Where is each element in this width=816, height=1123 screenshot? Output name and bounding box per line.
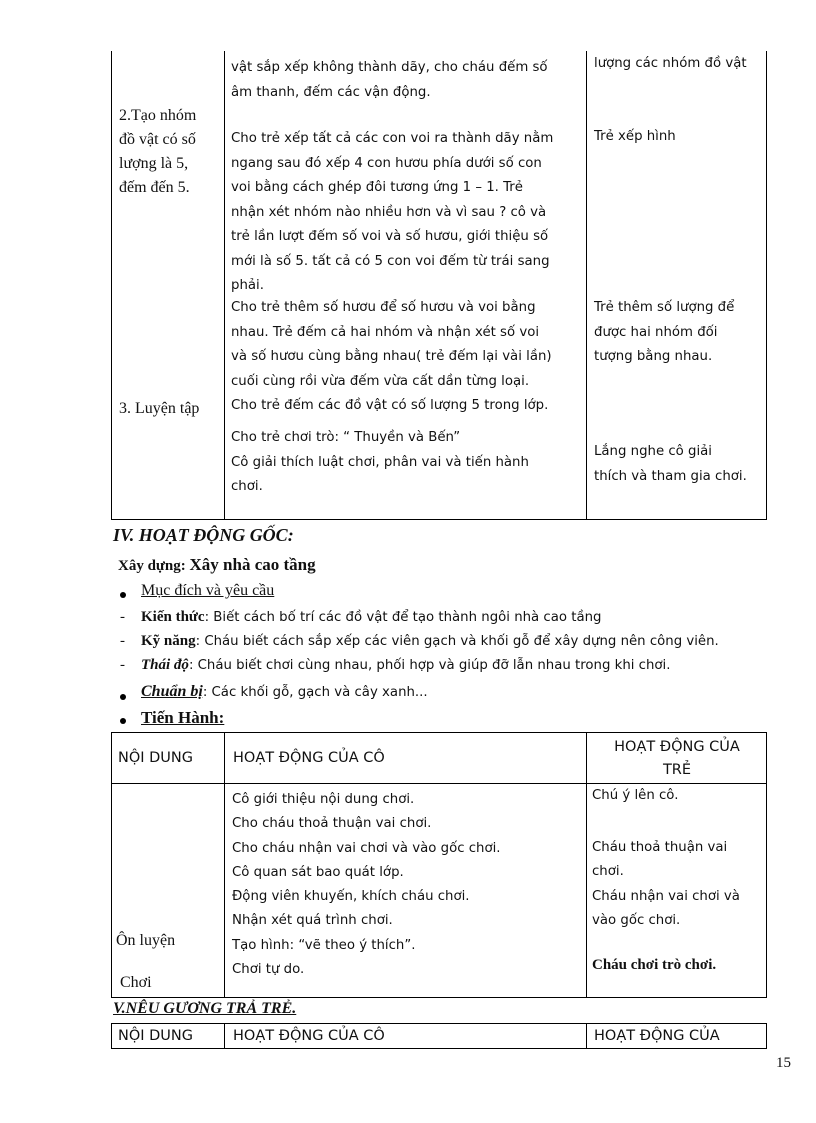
col2-block-1: vật sắp xếp không thành dãy, cho cháu đếm số âm thanh, đếm các vận động. (231, 60, 548, 100)
dash-icon: - (120, 657, 125, 673)
child-activity-1: Chú ý lên cô. (592, 788, 679, 803)
kien-thuc-line: Kiến thức: Biết cách bố trí các đồ vật để tạo thành ngôi nhà cao tầng (141, 609, 602, 625)
row-label-choi: Chơi (120, 974, 152, 991)
ky-nang-line: Kỹ năng: Cháu biết cách sắp xếp các viên gạch và khối gỗ để xây dựng nên công viên. (141, 633, 719, 649)
bullet-icon (120, 592, 126, 598)
col2-block-4: Cho trẻ chơi trò: “ Thuyền và Bến” Cô giải thích luật chơi, phân vai và tiến hành chơi. (231, 430, 529, 494)
col3-block-3: Trẻ thêm số lượng để được hai nhóm đối tượng bằng nhau. (594, 300, 735, 364)
bullet-icon (120, 694, 126, 700)
dash-icon: - (120, 609, 125, 625)
header-noi-dung: NỘI DUNG (118, 1028, 194, 1044)
step-3-title: 3. Luyện tập (119, 400, 200, 417)
header-noi-dung: NỘI DUNG (118, 750, 194, 766)
section-5-title: V.NÊU GƯƠNG TRẢ TRẺ. (113, 1000, 297, 1017)
col2-block-2: Cho trẻ xếp tất cả các con voi ra thành dãy nằm ngang sau đó xếp 4 con hươu phía dưới số con voi bằng cách ghép đôi tương ứng 1 – 1. Trẻ nhận xét nhóm nào nhiều hơn và vì sau ? cô và trẻ lần lượt đếm số voi và số hươu, giới thiệu số mới là số 5. tất cả có 5 con voi đếm từ trái sang phải. (231, 131, 554, 293)
section-4-subtitle: Xây dựng: Xây nhà cao tầng (118, 555, 316, 574)
header-hoat-dong-co: HOẠT ĐỘNG CỦA CÔ (233, 750, 385, 766)
activity-table-1 (111, 51, 767, 520)
col3-block-4: Lắng nghe cô giải thích và tham gia chơi. (594, 444, 747, 484)
header-hoat-dong-tre: HOẠT ĐỘNG CỦA (594, 1028, 720, 1044)
child-activity-2: Cháu thoả thuận vai chơi. (592, 840, 728, 880)
col3-block-1: lượng các nhóm đồ vật (594, 56, 747, 71)
col3-block-2: Trẻ xếp hình (594, 129, 676, 144)
dash-icon: - (120, 633, 125, 649)
activity-table-2 (111, 732, 767, 998)
chuan-bi-line: Chuẩn bị: Các khối gỗ, gạch và cây xanh... (141, 683, 428, 700)
row-label-on-luyen: Ôn luyện (116, 932, 176, 949)
child-activity-3: Cháu nhận vai chơi và vào gốc chơi. (592, 889, 740, 929)
child-activity-4: Cháu chơi trò chơi. (592, 957, 717, 973)
col2-block-3: Cho trẻ thêm số hươu để số hươu và voi bằng nhau. Trẻ đếm cả hai nhóm và nhận xét số voi và số hươu cùng bằng nhau( trẻ đếm lại vài lần) cuối cùng rồi vừa đếm vừa cất dần từng loại. Cho trẻ đếm các đồ vật có số lượng 5 trong lớp. (231, 300, 552, 413)
bullet-icon (120, 718, 126, 724)
page-number: 15 (776, 1055, 791, 1071)
section-4-title: IV. HOẠT ĐỘNG GỐC: (113, 525, 294, 545)
teacher-activities: Cô giới thiệu nội dung chơi. Cho cháu thoả thuận vai chơi. Cho cháu nhận vai chơi và vào gốc chơi. Cô quan sát bao quát lớp. Động viên khuyến, khích cháu chơi. Nhận xét quá trình chơi. Tạo hình: “vẽ theo ý thích”. Chơi tự do. (232, 792, 501, 978)
tien-hanh-heading: Tiến Hành: (141, 708, 225, 727)
thai-do-line: Thái độ: Cháu biết chơi cùng nhau, phối hợp và giúp đỡ lẫn nhau trong khi chơi. (141, 657, 671, 673)
activity-table-3 (111, 1023, 767, 1049)
muc-dich-heading: Mục đích và yêu cầu (141, 582, 275, 599)
step-2-title: 2.Tạo nhóm đồ vật có số lượng là 5, đếm đến 5. (119, 107, 197, 196)
header-hoat-dong-co: HOẠT ĐỘNG CỦA CÔ (233, 1028, 385, 1044)
header-hoat-dong-tre: HOẠT ĐỘNG CỦA TRẺ (614, 739, 740, 778)
